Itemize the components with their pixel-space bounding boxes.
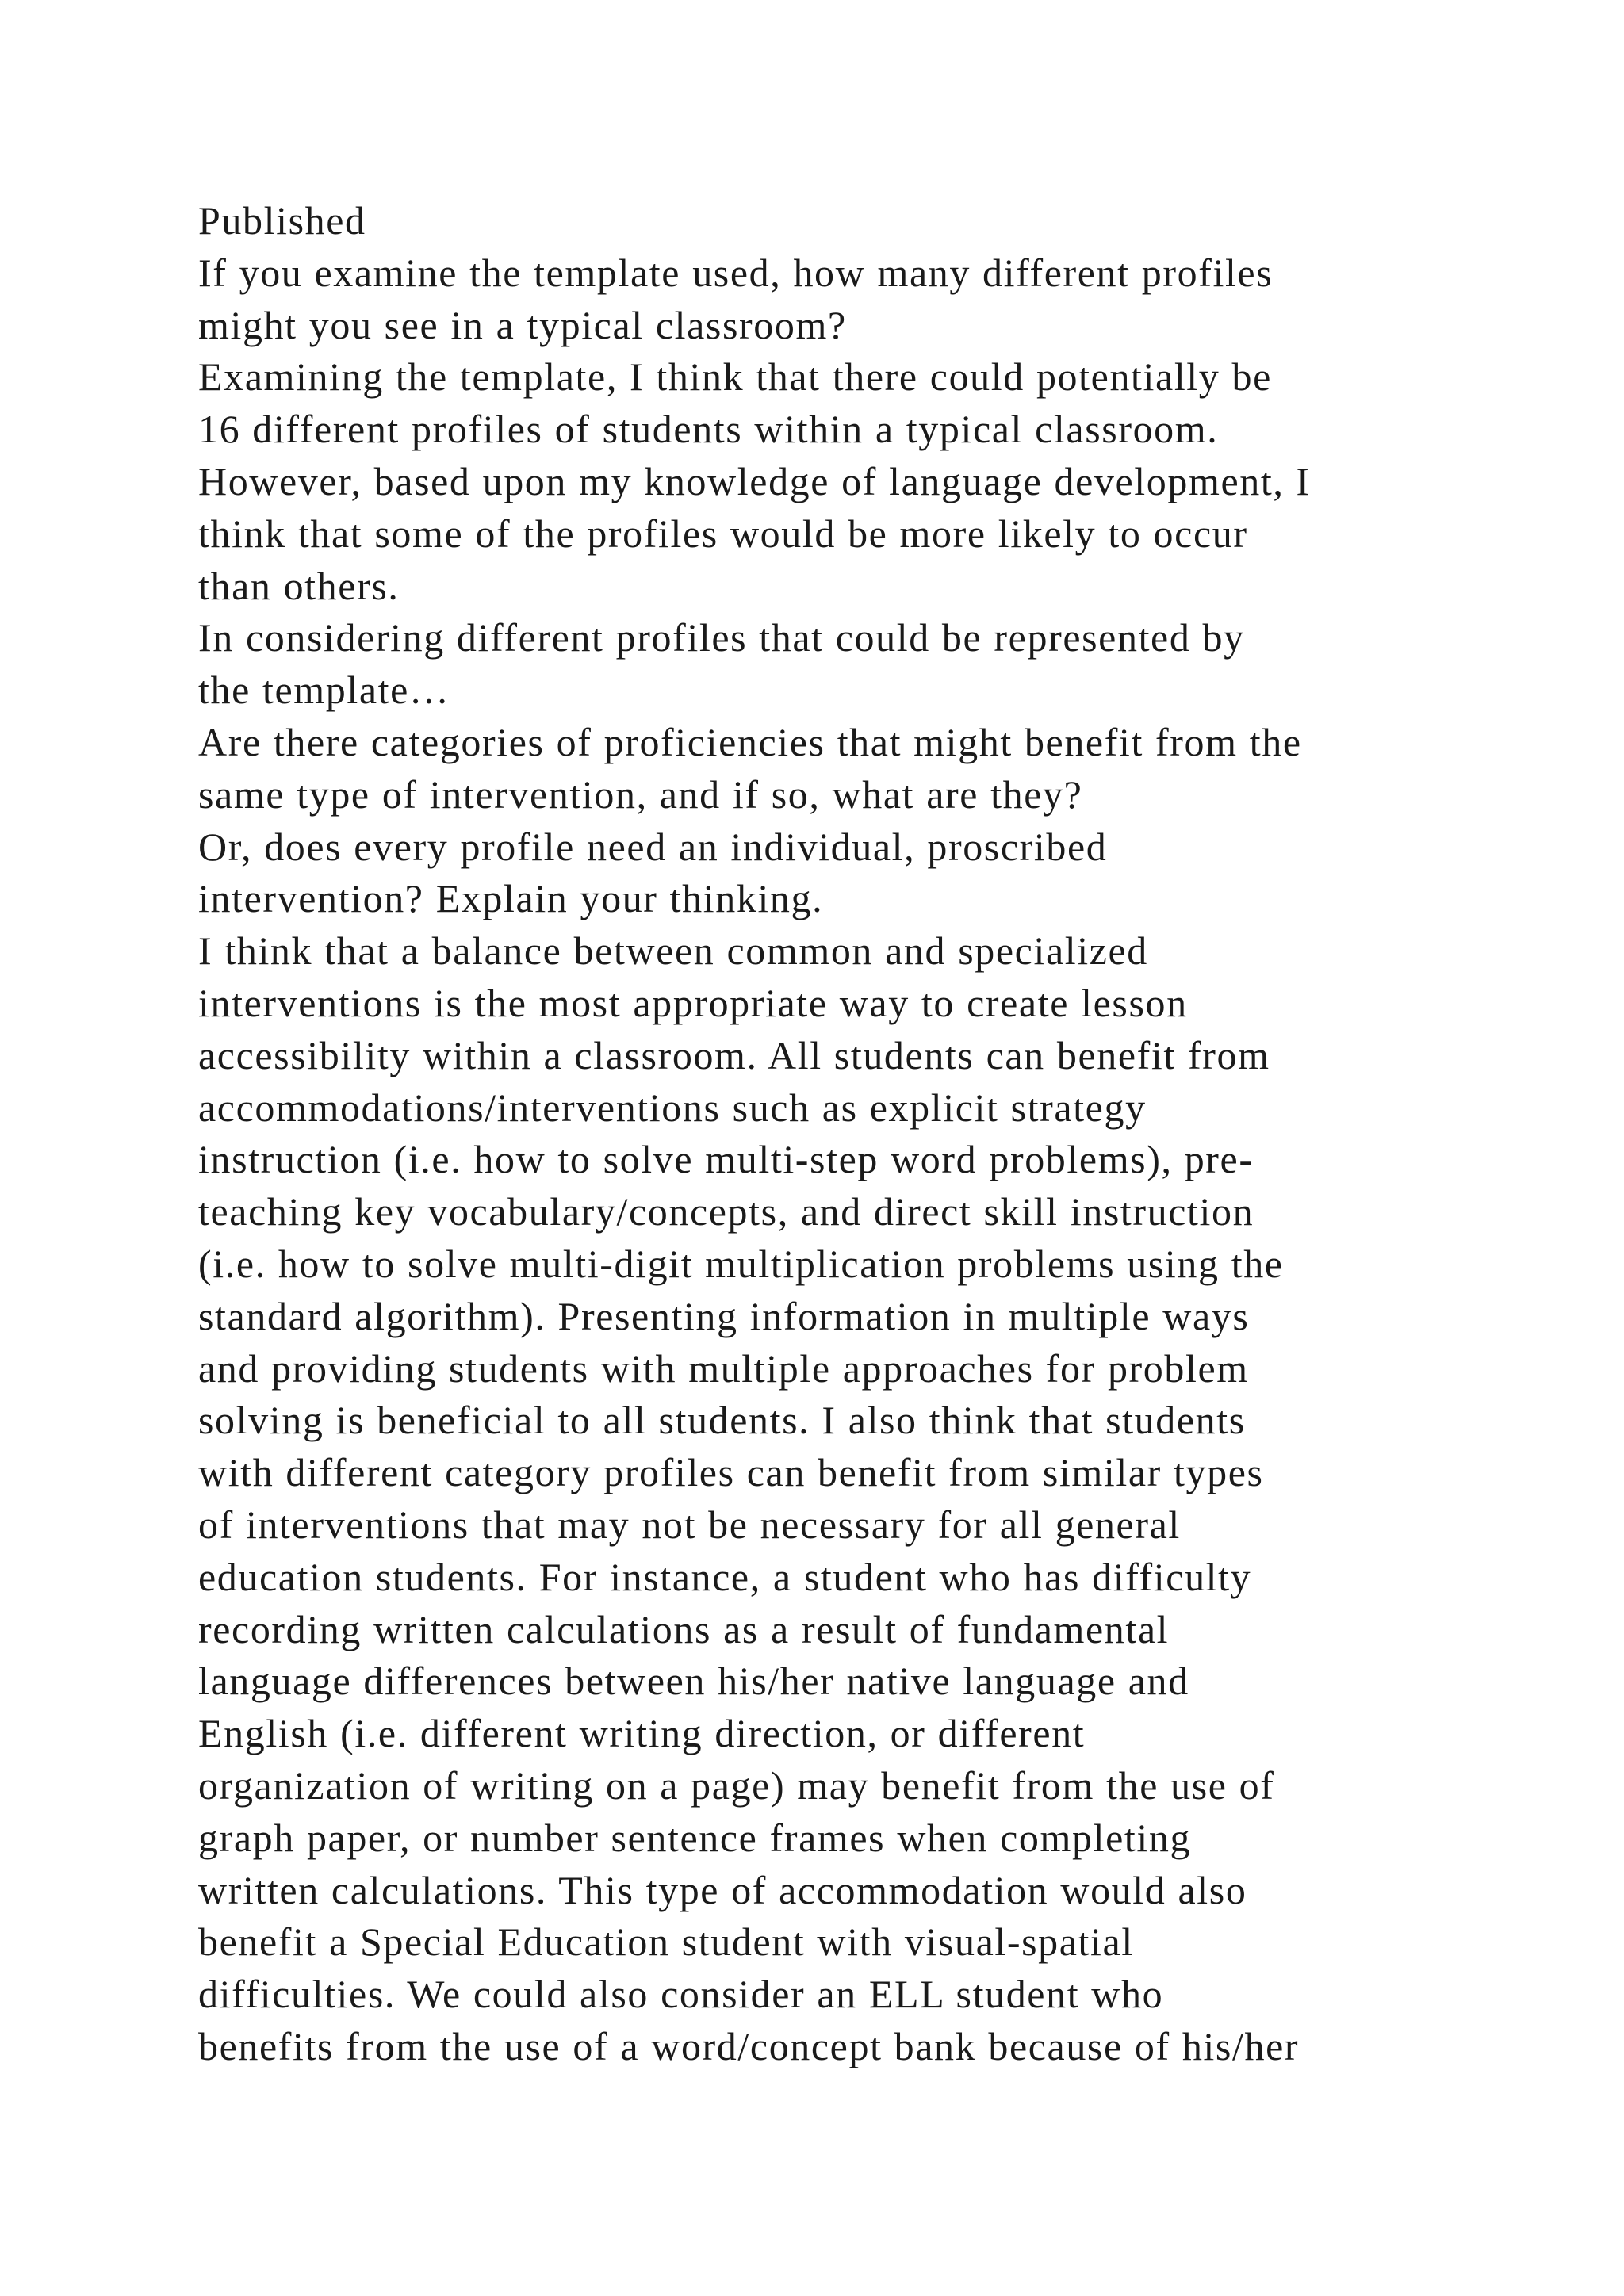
text-line: In considering different profiles that could be represented by bbox=[198, 615, 1245, 660]
text-line: of interventions that may not be necessary for all general bbox=[198, 1502, 1181, 1547]
text-line: think that some of the profiles would be more likely to occur bbox=[198, 511, 1248, 556]
text-line: the template… bbox=[198, 668, 450, 713]
text-line: and providing students with multiple approaches for problem bbox=[198, 1345, 1249, 1391]
text-line: with different category profiles can benefit from similar types bbox=[198, 1450, 1264, 1495]
text-line: I think that a balance between common and specialized bbox=[198, 928, 1148, 974]
document-body bbox=[198, 195, 1515, 2073]
text-line: same type of intervention, and if so, what are they? bbox=[198, 771, 1083, 817]
text-line: difficulties. We could also consider an ELL student who bbox=[198, 1972, 1164, 2017]
text-line: teaching key vocabulary/concepts, and direct skill instruction bbox=[198, 1189, 1254, 1234]
text-line: standard algorithm). Presenting information in multiple ways bbox=[198, 1293, 1250, 1338]
text-line: Are there categories of proficiencies that might benefit from the bbox=[198, 719, 1302, 764]
text-line: accessibility within a classroom. All students can benefit from bbox=[198, 1032, 1270, 1077]
text-line: 16 different profiles of students within a typical classroom. bbox=[198, 407, 1219, 452]
text-line: English (i.e. different writing direction, or different bbox=[198, 1711, 1086, 1756]
text-line: accommodations/interventions such as explicit strategy bbox=[198, 1085, 1147, 1130]
text-line: interventions is the most appropriate way to create lesson bbox=[198, 980, 1188, 1025]
text-line: solving is beneficial to all students. I also think that students bbox=[198, 1398, 1246, 1443]
text-line: benefit a Special Education student with visual-spatial bbox=[198, 1919, 1134, 1965]
text-line: instruction (i.e. how to solve multi-step word problems), pre- bbox=[198, 1137, 1254, 1182]
text-line: education students. For instance, a student who has difficulty bbox=[198, 1554, 1252, 1599]
text-line: Examining the template, I think that there could potentially be bbox=[198, 354, 1272, 400]
text-line: language differences between his/her native language and bbox=[198, 1659, 1189, 1704]
text-line: However, based upon my knowledge of language development, I bbox=[198, 458, 1311, 503]
text-line: than others. bbox=[198, 563, 400, 608]
text-line: recording written calculations as a result of fundamental bbox=[198, 1606, 1170, 1651]
text-line: might you see in a typical classroom? bbox=[198, 302, 847, 347]
text-line: written calculations. This type of accommodation would also bbox=[198, 1867, 1247, 1912]
text-line: benefits from the use of a word/concept bank because of his/her bbox=[198, 2023, 1300, 2068]
text-line: Or, does every profile need an individual, proscribed bbox=[198, 824, 1108, 869]
text-line: (i.e. how to solve multi-digit multiplication problems using the bbox=[198, 1241, 1284, 1286]
heading-published: Published bbox=[198, 198, 366, 243]
text-line: graph paper, or number sentence frames when completing bbox=[198, 1815, 1192, 1860]
text-line: If you examine the template used, how many different profiles bbox=[198, 250, 1274, 295]
text-line: intervention? Explain your thinking. bbox=[198, 876, 824, 921]
text-line: organization of writing on a page) may benefit from the use of bbox=[198, 1762, 1275, 1808]
